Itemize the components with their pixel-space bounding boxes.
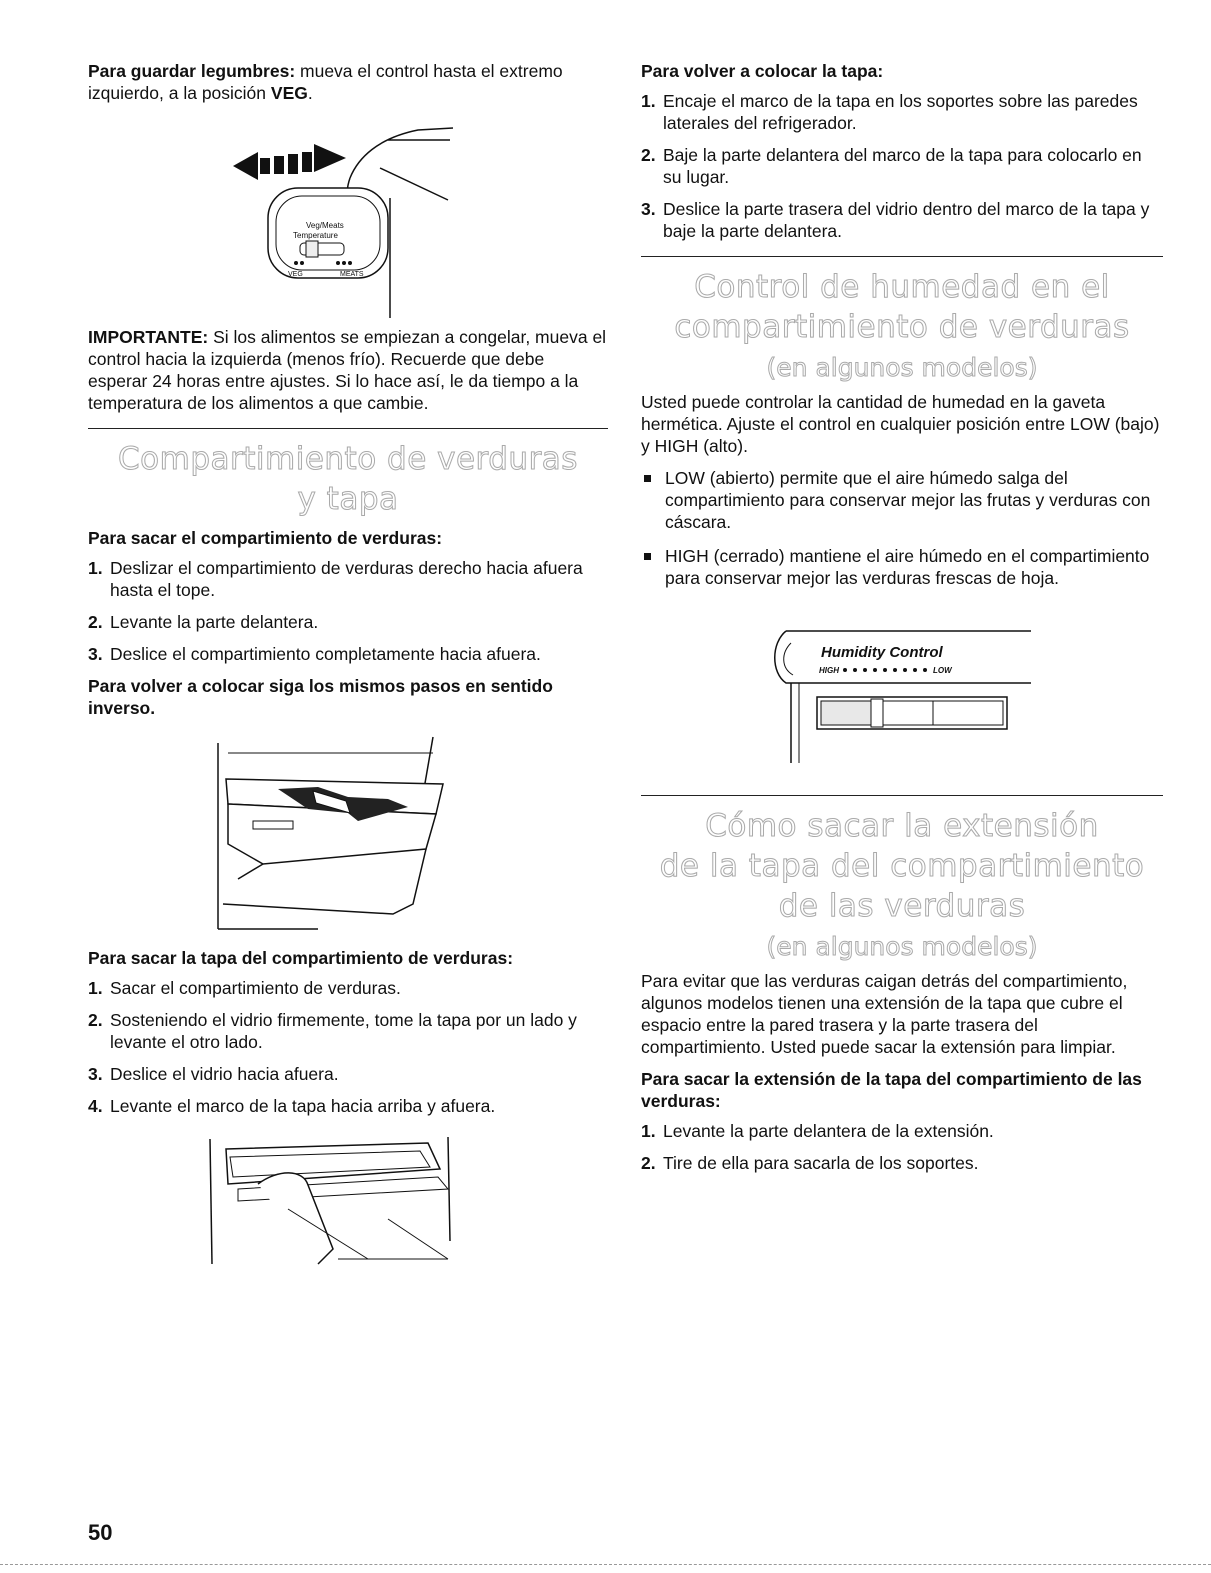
meats-tick-label: MEATS (340, 271, 364, 278)
bullet-icon (644, 475, 651, 482)
humidity-vent (821, 701, 871, 725)
list-item: 2. Baje la parte delantera del marco de la tapa para colocarlo en su lugar. (641, 145, 1142, 187)
humidity-title-sub: (en algunos modelos) (766, 353, 1038, 382)
extension-section-title (641, 806, 1163, 926)
extension-title-line-2: de la tapa del compartimiento (659, 848, 1145, 884)
extension-title-line-1: Cómo sacar la extensión (705, 808, 1099, 844)
temperature-control-drawing (88, 108, 608, 318)
veg-storage-paragraph (88, 60, 608, 104)
temperature-control-illustration (88, 108, 608, 318)
section-divider (641, 795, 1163, 796)
important-text: Si los alimentos se empiezan a congelar, mueva el control hacia la izquierda (menos frío). Recuerde que debe esperar 24 horas entre ajustes. Si lo hace así, le da tiempo a la temperatura de los alimentos a que cambie. (88, 327, 607, 413)
list-item: 1. Levante la parte delantera de la extensión. (641, 1121, 994, 1141)
left-column (88, 60, 608, 1269)
list-item: 3. Deslice el compartimiento completamente hacia afuera. (88, 644, 541, 664)
humidity-scale-dots (843, 668, 927, 672)
replace-note: Para volver a colocar siga los mismos pasos en sentido inverso. (88, 676, 553, 718)
humidity-bullets (641, 467, 1163, 589)
humidity-control-illustration (641, 623, 1163, 773)
list-item: LOW (abierto) permite que el aire húmedo salga del compartimiento para conservar mejor las frutas y verduras con cáscara. (641, 467, 1163, 533)
remove-cover-heading: Para sacar la tapa del compartimiento de verduras: (88, 948, 514, 968)
crisper-section-title (88, 439, 608, 519)
cover-removal-illustration (88, 1129, 608, 1269)
veg-storage-end: . (307, 83, 313, 103)
humidity-section-title (641, 267, 1163, 347)
important-label: IMPORTANTE: (88, 327, 209, 347)
crisper-drawer-drawing (88, 729, 608, 939)
extension-heading: Para sacar la extensión de la tapa del compartimiento de las verduras: (641, 1069, 1142, 1111)
crisper-title-line-1: Compartimiento de verduras (118, 441, 578, 477)
double-arrow-icon (233, 144, 346, 180)
humidity-low-label: LOW (933, 666, 952, 675)
veg-storage-text: mueva el control hasta el extremo izquierdo, a la posición (88, 61, 563, 103)
veg-storage-veg: VEG (270, 83, 308, 103)
crisper-drawer-illustration (88, 729, 608, 939)
list-item: 1. Deslizar el compartimiento de verduras derecho hacia afuera hasta el tope. (88, 558, 583, 600)
extension-steps (641, 1120, 1163, 1174)
humidity-control-drawing (641, 623, 1163, 773)
extension-intro: Para evitar que las verduras caigan detrás del compartimiento, algunos modelos tienen una extensión de la tapa que cubre el espacio entre la pared trasera y la parte trasera del compartimiento. Usted puede sacar la extensión para limpiar. (641, 971, 1128, 1057)
humidity-title-line-2: compartimiento de verduras (674, 309, 1130, 345)
humidity-slider-knob[interactable] (871, 699, 883, 727)
veg-tick-label: VEG (288, 271, 303, 278)
remove-crisper-steps (88, 557, 608, 665)
humidity-high-label: HIGH (819, 666, 839, 675)
section-divider (88, 428, 608, 429)
replace-cover-steps (641, 90, 1163, 242)
veg-meats-label: Veg/Meats (306, 221, 344, 230)
list-item: HIGH (cerrado) mantiene el aire húmedo en el compartimiento para conservar mejor las verduras frescas de hoja. (641, 545, 1163, 589)
list-item: 4. Levante el marco de la tapa hacia arriba y afuera. (88, 1096, 496, 1116)
humidity-intro: Usted puede controlar la cantidad de humedad en la gaveta hermética. Ajuste el control en cualquier posición entre LOW (bajo) y HIGH (alto). (641, 392, 1160, 456)
bullet-icon (644, 553, 651, 560)
cover-removal-drawing (88, 1129, 608, 1269)
crisper-title-line-2: y tapa (297, 481, 399, 517)
humidity-control-label: Humidity Control (821, 644, 943, 661)
list-item: 2. Levante la parte delantera. (88, 612, 319, 632)
veg-storage-label: Para guardar legumbres: (88, 61, 296, 81)
important-paragraph (88, 326, 608, 414)
list-item: 1. Sacar el compartimiento de verduras. (88, 978, 401, 998)
page-number: 50 (88, 1520, 113, 1545)
replace-cover-heading: Para volver a colocar la tapa: (641, 61, 884, 81)
remove-crisper-heading: Para sacar el compartimiento de verduras: (88, 528, 443, 548)
slider-knob (306, 241, 318, 257)
list-item: 3. Deslice la parte trasera del vidrio dentro del marco de la tapa y baje la parte delantera. (641, 199, 1150, 241)
footer-rule (0, 1564, 1211, 1565)
extension-title-line-3: de las verduras (778, 888, 1026, 924)
list-item: 2. Sosteniendo el vidrio firmemente, tome la tapa por un lado y levante el otro lado. (88, 1010, 577, 1052)
list-item: 1. Encaje el marco de la tapa en los soportes sobre las paredes laterales del refrigerador. (641, 91, 1138, 133)
temperature-label: Temperature (293, 231, 338, 240)
humidity-title-line-1: Control de humedad en el (694, 269, 1110, 305)
extension-title-sub: (en algunos modelos) (766, 932, 1038, 961)
remove-cover-steps (88, 977, 608, 1117)
list-item: 2. Tire de ella para sacarla de los soportes. (641, 1153, 979, 1173)
section-divider (641, 256, 1163, 257)
right-column (641, 60, 1163, 1184)
list-item: 3. Deslice el vidrio hacia afuera. (88, 1064, 339, 1084)
